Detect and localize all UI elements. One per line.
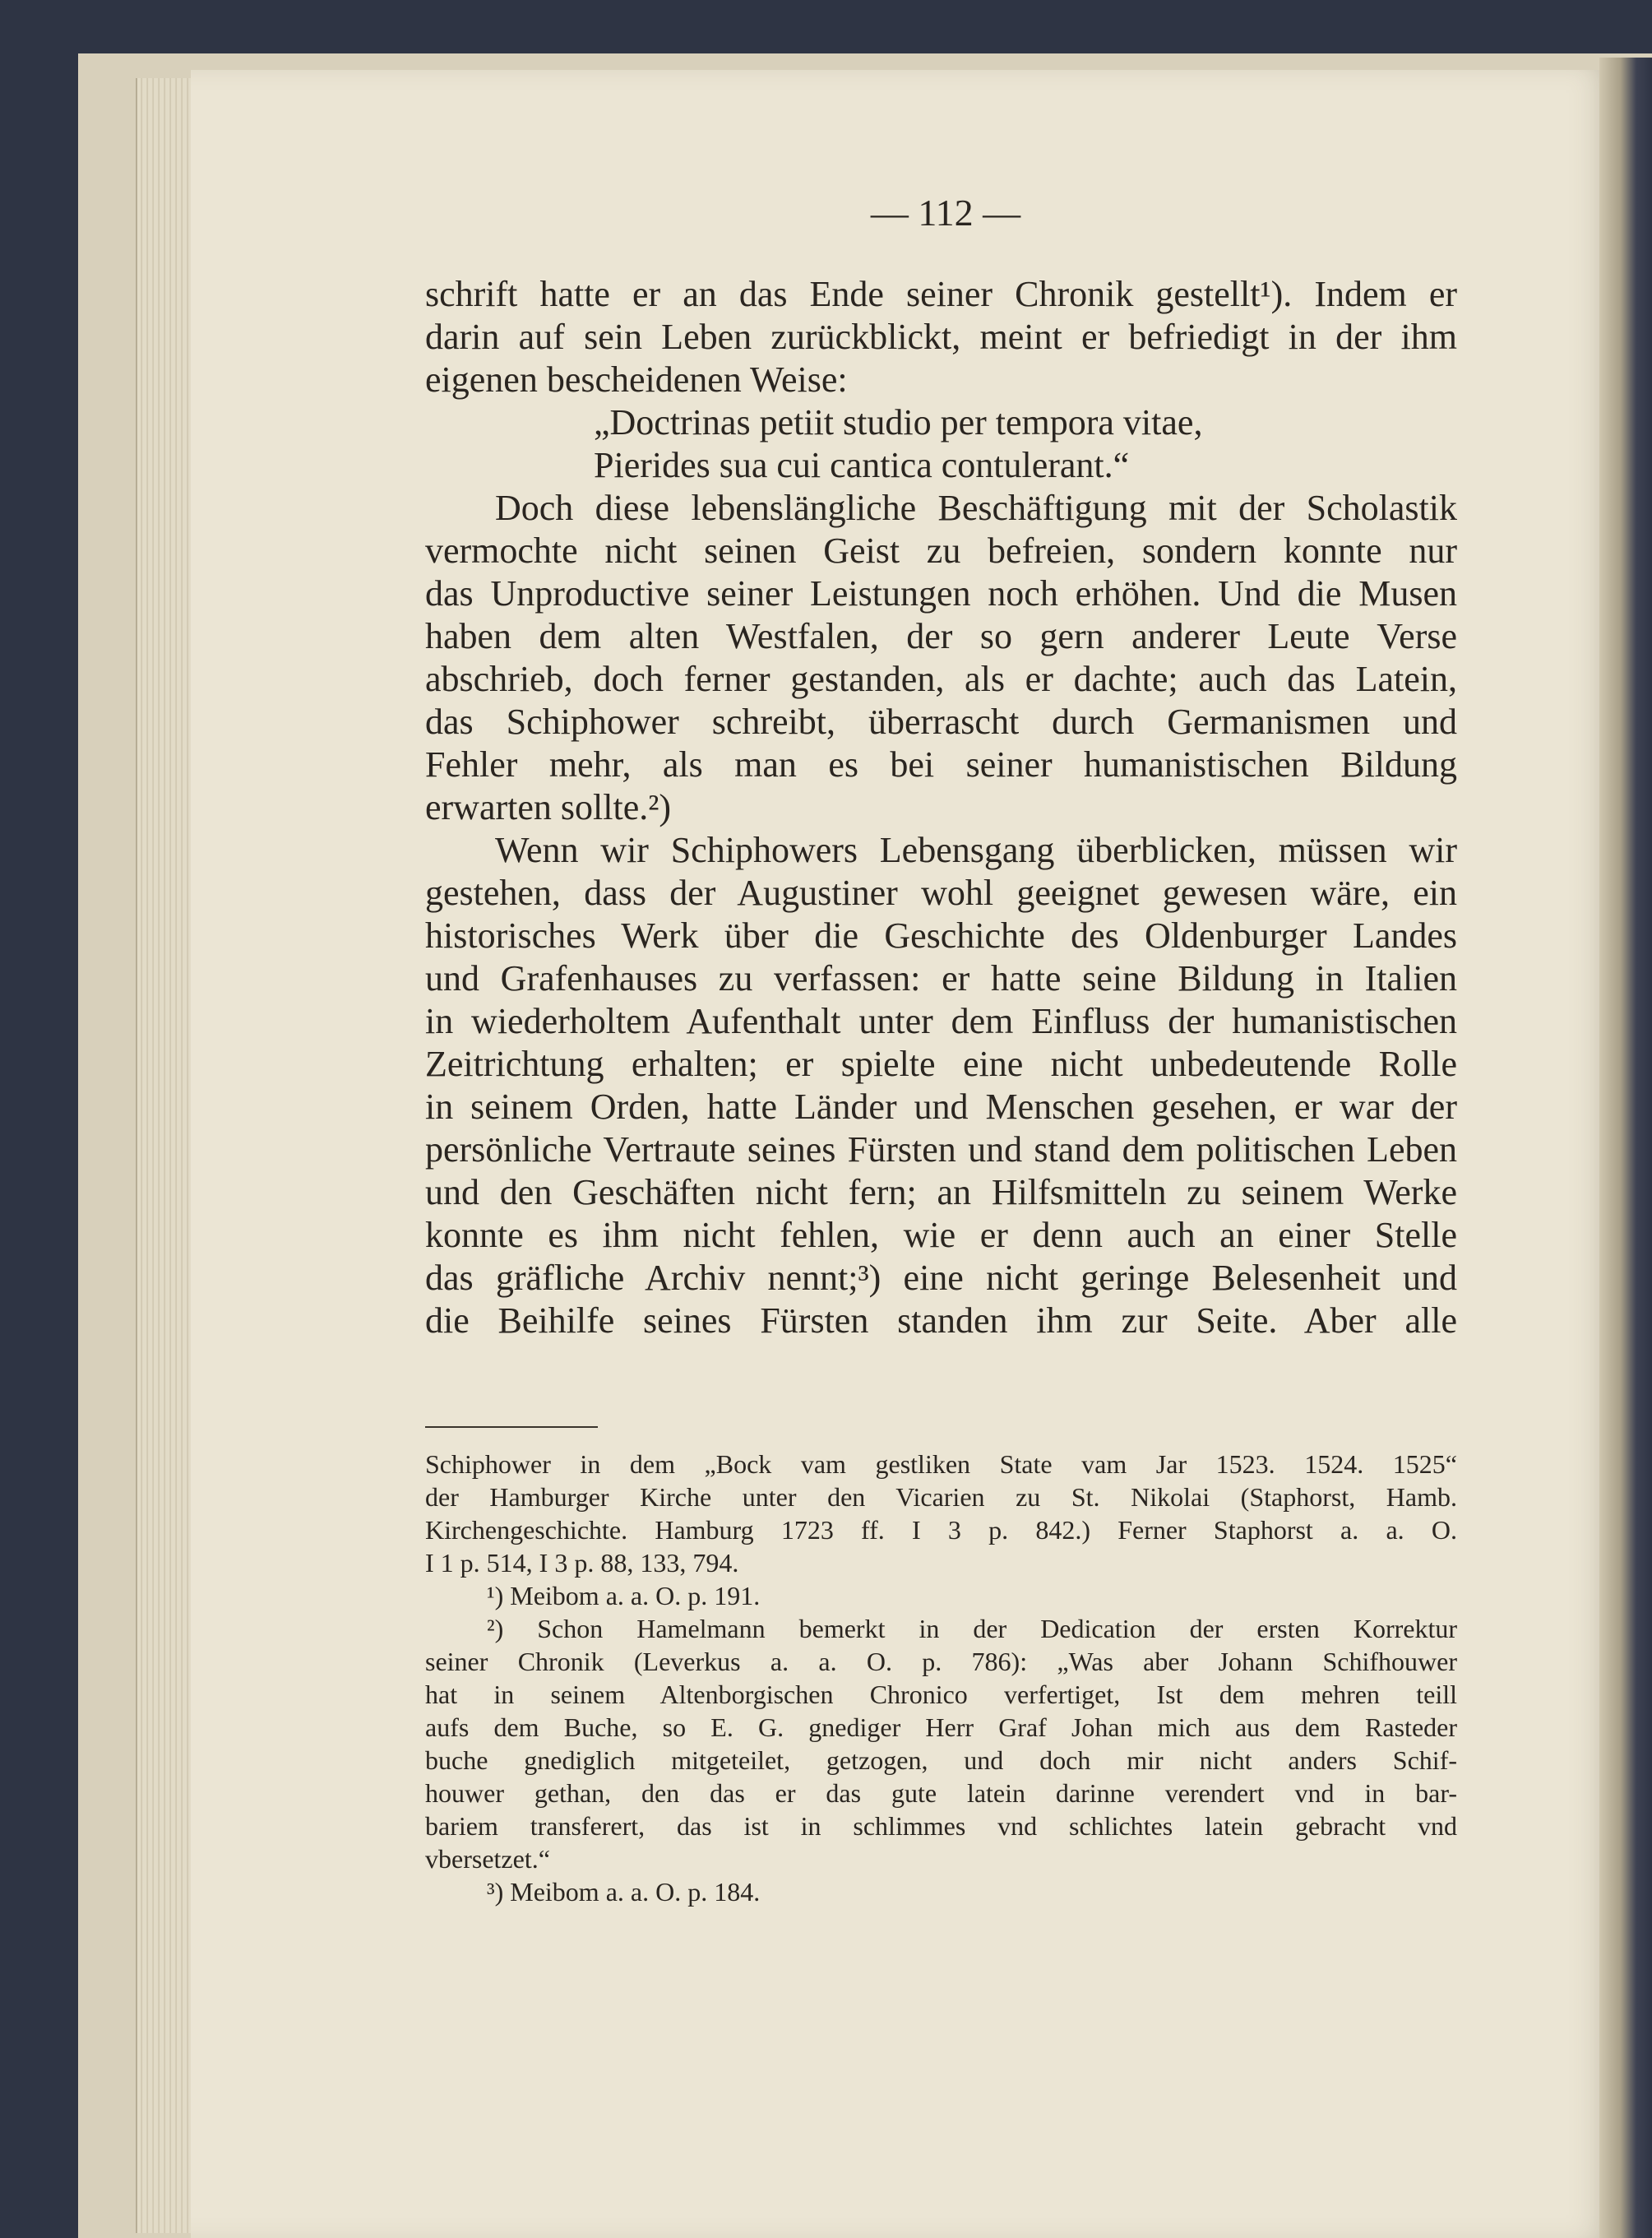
body-line: „Doctrinas petiit studio per tempora vitae, bbox=[594, 402, 1203, 443]
body-line: haben dem alten Westfalen, der so gern anderer Leute Verse bbox=[425, 616, 1457, 656]
footnote-line: hat in seinem Altenborgischen Chronico verfertiget, Ist dem mehren teill bbox=[425, 1680, 1457, 1709]
body-line: persönliche Vertraute seines Fürsten und stand dem politischen Leben bbox=[425, 1129, 1457, 1170]
body-line: eigenen bescheidenen Weise: bbox=[425, 359, 848, 400]
body-line: die Beihilfe seines Fürsten standen ihm zur Seite. Aber alle bbox=[425, 1300, 1457, 1341]
body-line: Pierides sua cui cantica contulerant.“ bbox=[594, 445, 1130, 485]
body-line: Wenn wir Schiphowers Lebensgang überblicken, müssen wir bbox=[495, 830, 1457, 870]
book-gutter bbox=[1599, 58, 1652, 2238]
footnote-line: ³) Meibom a. a. O. p. 184. bbox=[487, 1877, 761, 1907]
body-line: das gräfliche Archiv nennt;³) eine nicht geringe Belesenheit und bbox=[425, 1258, 1457, 1298]
body-line: abschrieb, doch ferner gestanden, als er dachte; auch das Latein, bbox=[425, 659, 1457, 699]
body-line: in seinem Orden, hatte Länder und Menschen gesehen, er war der bbox=[425, 1087, 1457, 1127]
footnote-line: I 1 p. 514, I 3 p. 88, 133, 794. bbox=[425, 1548, 739, 1578]
body-line: vermochte nicht seinen Geist zu befreien, sondern konnte nur bbox=[425, 531, 1457, 571]
body-line: und Grafenhauses zu verfassen: er hatte seine Bildung in Italien bbox=[425, 958, 1457, 999]
footnote-line: ¹) Meibom a. a. O. p. 191. bbox=[487, 1581, 761, 1610]
body-line: Fehler mehr, als man es bei seiner humanistischen Bildung bbox=[425, 744, 1457, 785]
footnote-line: seiner Chronik (Leverkus a. a. O. p. 786): „Was aber Johann Schifhouwer bbox=[425, 1647, 1457, 1676]
footnote-line: aufs dem Buche, so E. G. gnediger Herr Graf Johan mich aus dem Rasteder bbox=[425, 1712, 1457, 1742]
page-edges bbox=[136, 78, 195, 2233]
footnote-line: Kirchengeschichte. Hamburg 1723 ff. I 3 p. 842.) Ferner Staphorst a. a. O. bbox=[425, 1515, 1457, 1545]
body-line: erwarten sollte.²) bbox=[425, 787, 672, 827]
footnote-line: houwer gethan, den das er das gute latein darinne verendert vnd in bar- bbox=[425, 1778, 1457, 1808]
footnote-line: bariem transferert, das ist in schlimmes vnd schlichtes latein gebracht vnd bbox=[425, 1811, 1457, 1841]
page-number: — 112 — bbox=[870, 192, 1021, 234]
body-line: das Unproductive seiner Leistungen noch erhöhen. Und die Musen bbox=[425, 573, 1457, 614]
body-line: historisches Werk über die Geschichte des Oldenburger Landes bbox=[425, 915, 1457, 956]
body-line: Doch diese lebenslängliche Beschäftigung mit der Scholastik bbox=[495, 488, 1457, 528]
body-line: gestehen, dass der Augustiner wohl geeignet gewesen wäre, ein bbox=[425, 873, 1457, 913]
body-line: und den Geschäften nicht fern; an Hilfsmitteln zu seinem Werke bbox=[425, 1172, 1457, 1212]
footnote-rule bbox=[425, 1426, 598, 1428]
footnote-line: Schiphower in dem „Bock vam gestliken State vam Jar 1523. 1524. 1525“ bbox=[425, 1449, 1457, 1479]
footnote-line: der Hamburger Kirche unter den Vicarien zu St. Nikolai (Staphorst, Hamb. bbox=[425, 1482, 1457, 1512]
body-line: schrift hatte er an das Ende seiner Chronik gestellt¹). Indem er bbox=[425, 274, 1457, 314]
footnote-line: vbersetzet.“ bbox=[425, 1844, 550, 1874]
footnote-line: buche gnediglich mitgeteilet, getzogen, und doch mir nicht anders Schif- bbox=[425, 1745, 1457, 1775]
body-text bbox=[425, 273, 1457, 1342]
footnotes bbox=[425, 1448, 1457, 1908]
body-line: das Schiphower schreibt, überrascht durch Germanismen und bbox=[425, 702, 1457, 742]
body-line: in wiederholtem Aufenthalt unter dem Einfluss der humanistischen bbox=[425, 1001, 1457, 1041]
footnote-line: ²) Schon Hamelmann bemerkt in der Dedication der ersten Korrektur bbox=[487, 1614, 1457, 1643]
body-line: darin auf sein Leben zurückblickt, meint er befriedigt in der ihm bbox=[425, 317, 1457, 357]
body-line: konnte es ihm nicht fehlen, wie er denn auch an einer Stelle bbox=[425, 1215, 1457, 1255]
body-line: Zeitrichtung erhalten; er spielte eine nicht unbedeutende Rolle bbox=[425, 1044, 1457, 1084]
